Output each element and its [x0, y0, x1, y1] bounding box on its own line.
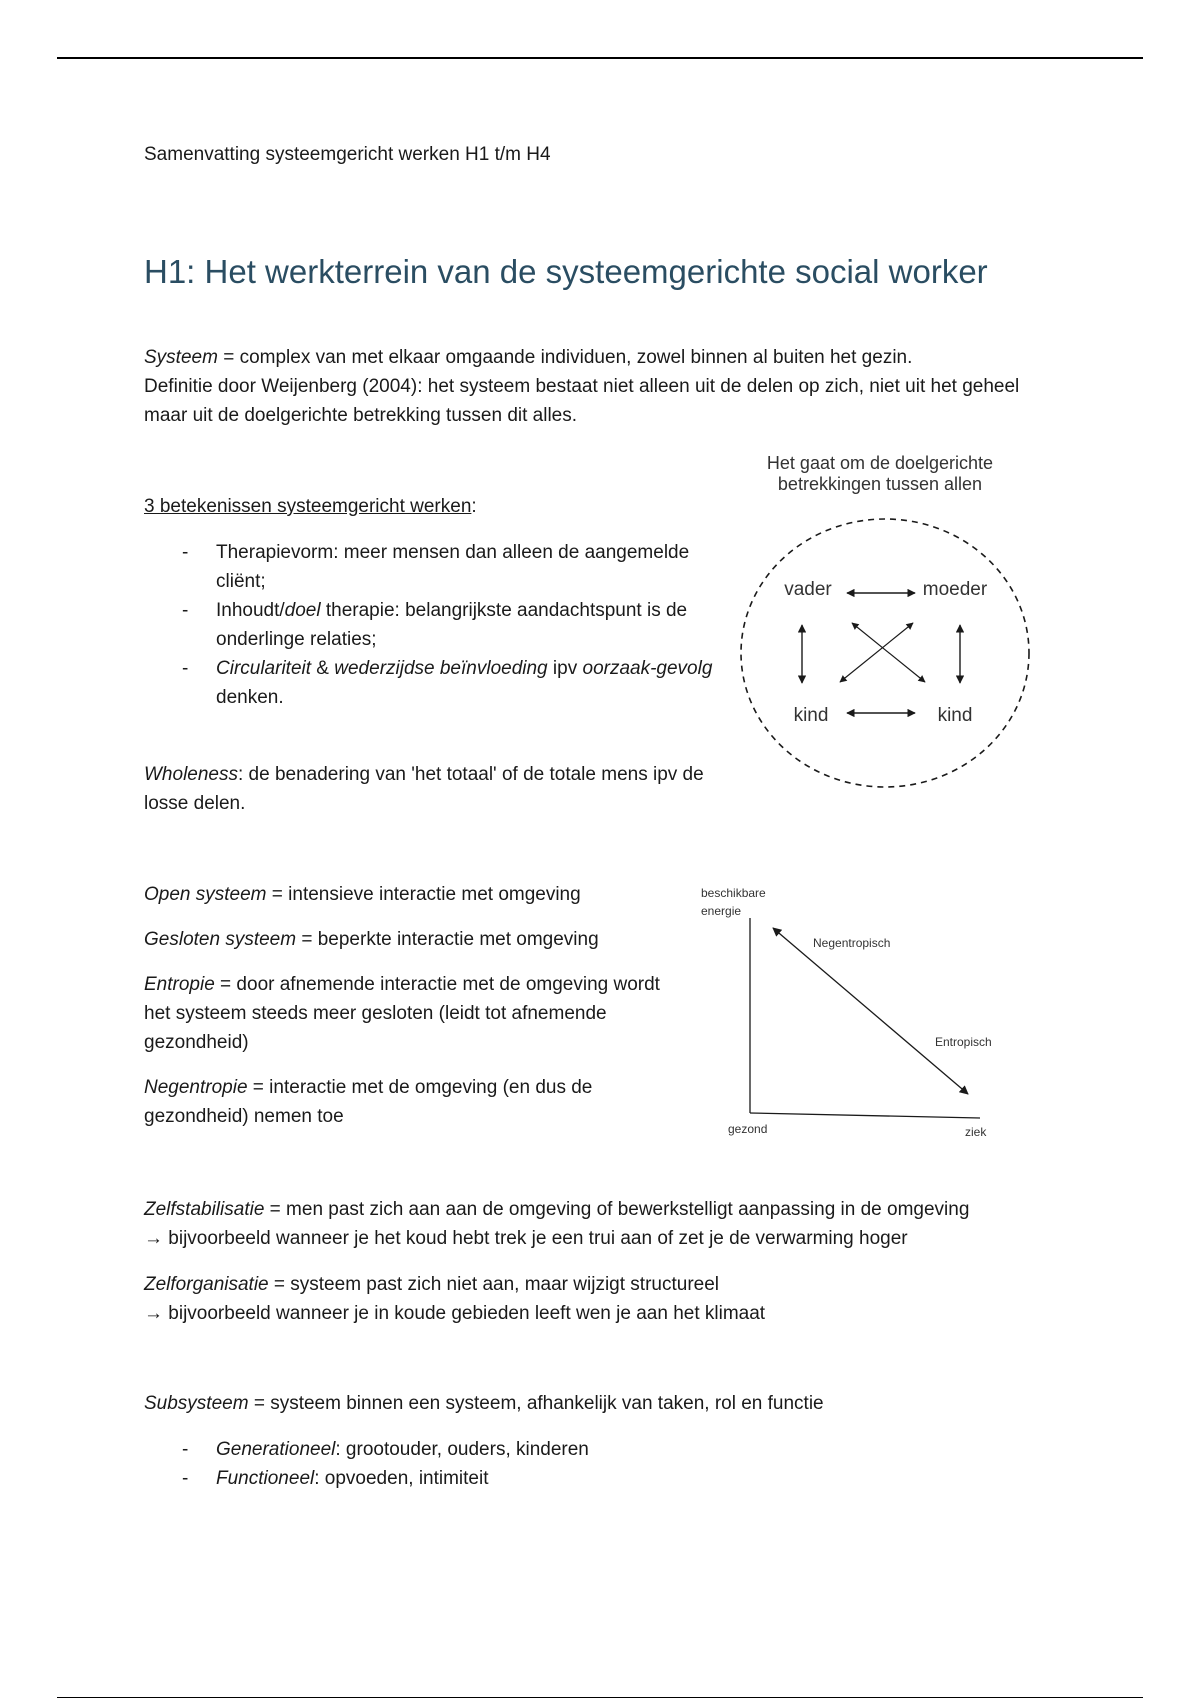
chart-x-start-label: gezond	[728, 1122, 768, 1136]
wholeness-paragraph	[144, 760, 704, 818]
definition-text: = beperkte interactie met omgeving	[296, 929, 599, 950]
node-moeder: moeder	[922, 579, 988, 600]
running-title: Samenvatting systeemgericht werken H1 t/m H4	[144, 144, 551, 165]
definition-open	[144, 880, 664, 909]
definition-example: → bijvoorbeeld wanneer je het koud hebt trek je een trui aan of zet je de verwarming hoger	[144, 1228, 908, 1249]
systeem-term: Systeem	[144, 347, 218, 368]
chapter-heading: H1: Het werkterrein van de systeemgerichte social worker	[144, 253, 988, 290]
bottom-rule	[57, 1697, 1143, 1698]
definition-entropie	[144, 970, 664, 1057]
definition-zelfstabilisatie	[144, 1195, 1044, 1253]
wholeness-term: Wholeness	[144, 764, 238, 785]
chart-ylabel-line2: energie	[701, 904, 742, 918]
definition-text: = systeem binnen een systeem, afhankelijk van taken, rol en functie	[248, 1393, 824, 1414]
caption-line: Het gaat om de doelgerichte	[766, 453, 994, 473]
list-item-text: ipv	[547, 658, 583, 679]
top-rule	[57, 57, 1143, 59]
node-kind-left: kind	[793, 705, 829, 726]
systeem-definition	[144, 343, 1044, 430]
node-kind-right: kind	[937, 705, 973, 726]
chart-x-axis	[750, 1113, 980, 1118]
definition-term: Open systeem	[144, 884, 267, 905]
list-item	[144, 654, 714, 712]
list-item-text: Therapievorm: meer mensen dan alleen de aangemelde cliënt;	[216, 542, 690, 592]
weijenberg-definition: Definitie door Weijenberg (2004): het systeem bestaat niet alleen uit de delen op zich, niet uit het geheel maar uit de doelgerichte betrekking tussen dit alles.	[144, 376, 1020, 426]
subsysteem-list	[144, 1435, 1044, 1493]
definition-term: Zelforganisatie	[144, 1274, 269, 1295]
list-item-emphasis: oorzaak-gevolg	[582, 658, 713, 679]
definition-gesloten	[144, 925, 664, 954]
definition-negentropie	[144, 1073, 664, 1131]
zelf-definitions	[144, 1195, 1044, 1328]
systeem-text: = complex van met elkaar omgaande individuen, zowel binnen al buiten het gezin.	[217, 347, 913, 368]
betekenissen-colon: :	[471, 496, 477, 517]
chart-x-end-label: ziek	[965, 1125, 987, 1139]
definition-term: Entropie	[144, 974, 215, 995]
list-item-emphasis: wederzijdse beïnvloeding	[334, 658, 548, 679]
list-item	[144, 1435, 1044, 1464]
list-item-emphasis: doel	[284, 600, 321, 621]
definition-text: = intensieve interactie met omgeving	[266, 884, 581, 905]
arrow-vader-kind-right	[852, 623, 925, 682]
definition-term: Negentropie	[144, 1077, 248, 1098]
betekenissen-heading	[144, 492, 704, 521]
list-item-term: Functioneel	[216, 1468, 315, 1489]
definition-zelforganisatie	[144, 1270, 1044, 1328]
system-boundary	[741, 519, 1029, 787]
definition-text: = systeem past zich niet aan, maar wijzigt structureel	[268, 1274, 720, 1295]
systems-definitions	[144, 880, 664, 1131]
list-item-text: &	[311, 658, 335, 679]
list-item-emphasis: Circulariteit	[216, 658, 312, 679]
betekenissen-heading-text: 3 betekenissen systeemgericht werken	[144, 496, 472, 517]
list-item	[144, 538, 714, 596]
list-item	[144, 596, 714, 654]
definition-term: Gesloten systeem	[144, 929, 297, 950]
energy-chart	[695, 880, 1025, 1145]
list-item	[144, 1464, 1044, 1493]
list-item-text: therapie: belangrijkste aandachtspunt is de onderlinge relaties;	[216, 600, 688, 650]
chart-ylabel-line1: beschikbare	[701, 886, 766, 900]
definition-term: Subsysteem	[144, 1393, 249, 1414]
list-item-text: : opvoeden, intimiteit	[314, 1468, 489, 1489]
list-item-term: Generationeel	[216, 1439, 336, 1460]
chart-label-negentropisch: Negentropisch	[813, 936, 891, 950]
definition-text: = men past zich aan aan de omgeving of bewerkstelligt aanpassing in de omgeving	[264, 1199, 970, 1220]
node-vader: vader	[784, 579, 832, 600]
chart-label-entropisch: Entropisch	[935, 1035, 992, 1049]
wholeness-text: : de benadering van 'het totaal' of de totale mens ipv de losse delen.	[144, 764, 704, 814]
list-item-text: Inhoudt/	[216, 600, 285, 621]
betekenissen-list	[144, 538, 714, 712]
definition-text: = door afnemende interactie met de omgeving wordt het systeem steeds meer gesloten (leidt tot afnemende gezondheid)	[144, 974, 660, 1053]
caption-line: betrekkingen tussen allen	[777, 474, 983, 494]
definition-example: → bijvoorbeeld wanneer je in koude gebieden leeft wen je aan het klimaat	[144, 1303, 766, 1324]
subsysteem-definition	[144, 1389, 1044, 1418]
definition-term: Zelfstabilisatie	[144, 1199, 265, 1220]
list-item-text: denken.	[216, 687, 284, 708]
definition-text: = interactie met de omgeving (en dus de gezondheid) nemen toe	[144, 1077, 593, 1127]
family-diagram-caption	[720, 453, 1040, 495]
list-item-text: : grootouder, ouders, kinderen	[335, 1439, 589, 1460]
family-diagram	[735, 510, 1035, 800]
arrow-moeder-kind-left	[840, 623, 913, 682]
chart-trend-line	[773, 928, 968, 1094]
